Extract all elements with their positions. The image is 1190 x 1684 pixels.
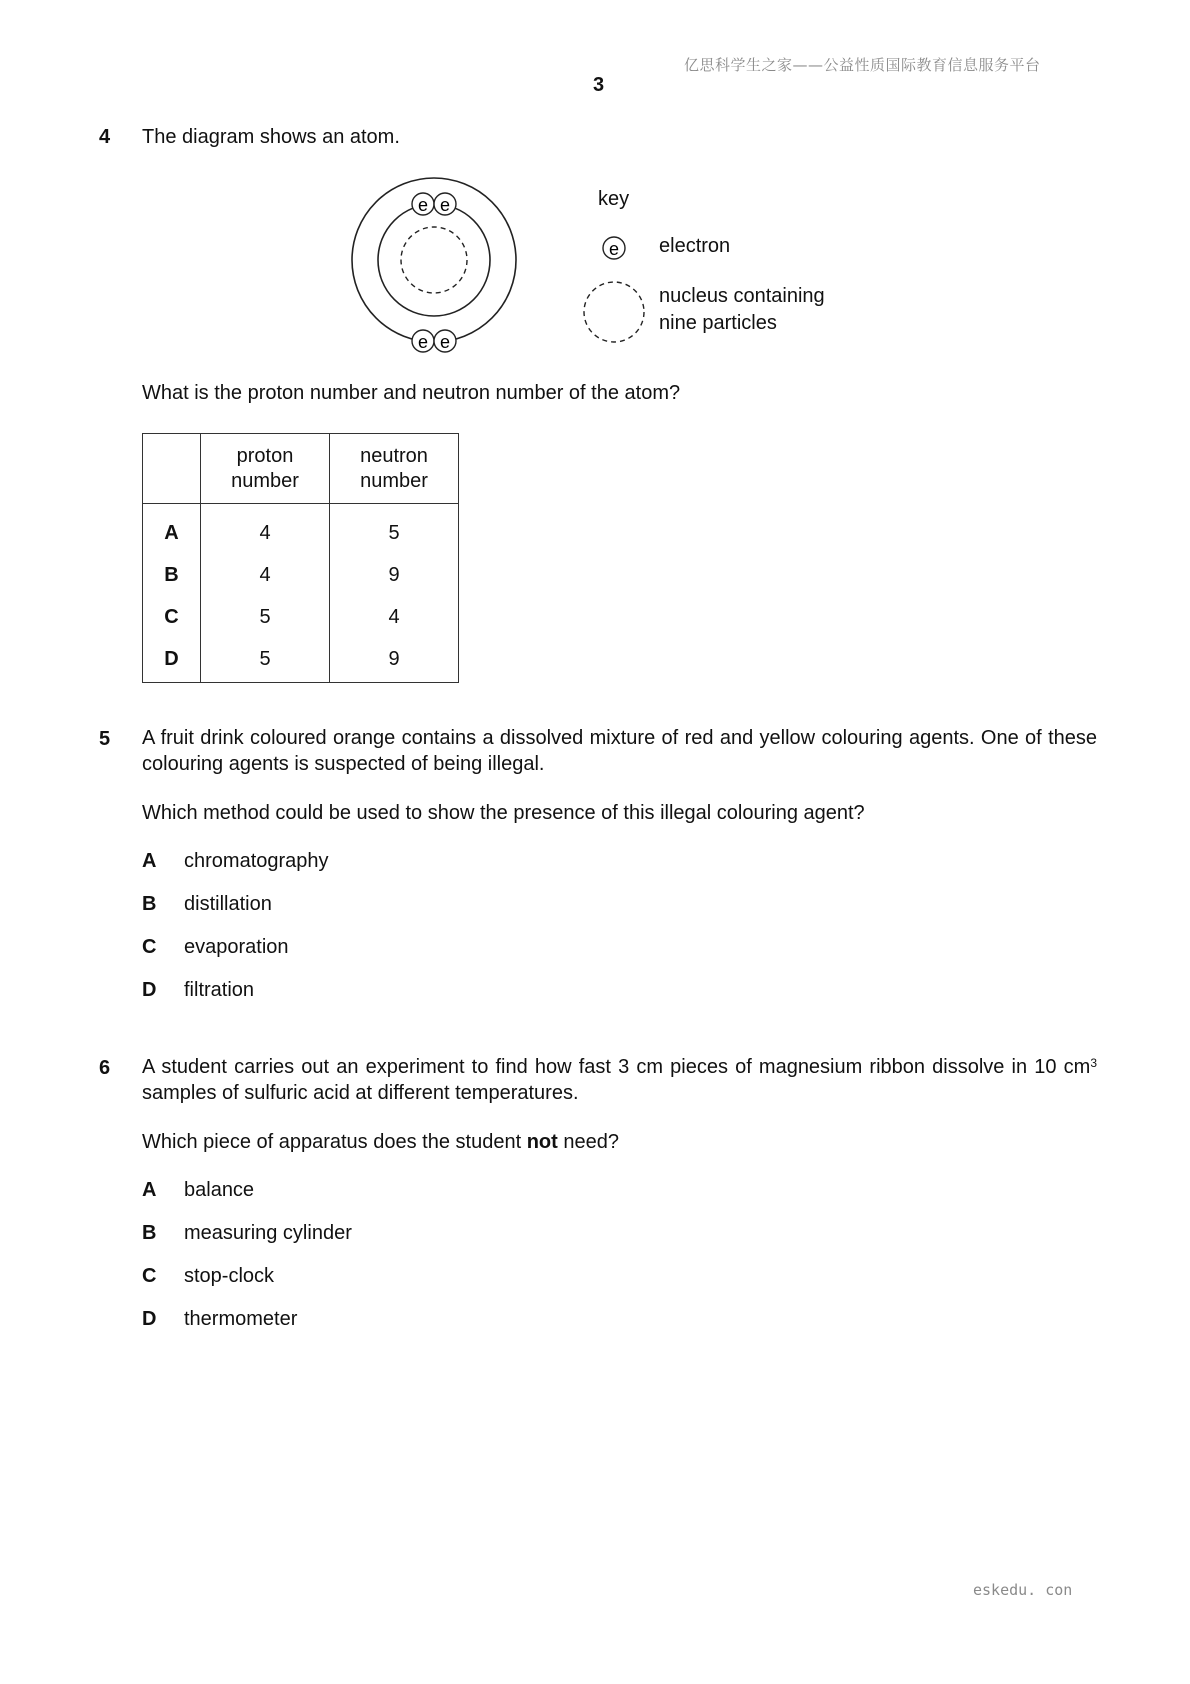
header-proton-line-1: proton [236, 444, 294, 467]
option-letter: A [142, 850, 157, 872]
row-neutron-number: 5 [330, 504, 459, 555]
electron-bottom-right [434, 330, 456, 352]
row-neutron-number: 4 [330, 596, 459, 638]
key-nucleus-line-2: nine particles [659, 312, 777, 334]
atom-diagram [348, 174, 528, 360]
option-text: thermometer [184, 1308, 298, 1330]
row-letter: B [143, 554, 201, 596]
question-6-stem [142, 1054, 1097, 1106]
row-neutron-number: 9 [330, 554, 459, 596]
question-6-option-d[interactable] [142, 1308, 297, 1331]
table-header-row [143, 434, 459, 504]
question-4-intro: The diagram shows an atom. [142, 126, 400, 148]
question-4-number: 4 [99, 126, 111, 148]
option-text: evaporation [184, 936, 289, 958]
key-title: key [598, 188, 630, 210]
option-letter: B [142, 893, 157, 915]
table-header-neutron [330, 434, 459, 504]
header-neutron-line-2: number [360, 469, 428, 492]
option-text: balance [184, 1179, 255, 1201]
table-row [143, 504, 459, 555]
option-text: stop-clock [184, 1265, 275, 1287]
question-6-prompt-emphasis: not [526, 1131, 558, 1153]
row-letter: A [143, 504, 201, 555]
electron-label: e [439, 332, 451, 352]
header-watermark: 亿思科学生之家——公益性质国际教育信息服务平台 [684, 56, 1041, 74]
question-5-stem: A fruit drink coloured orange contains a dissolved mixture of red and yellow colouring agents. One of these colouring agents is suspected of being illegal. [142, 727, 1097, 775]
page-number: 3 [593, 74, 605, 96]
footer-watermark: eskedu. con [973, 1581, 1073, 1599]
option-letter: B [142, 1222, 157, 1244]
question-4-prompt: What is the proton number and neutron number of the atom? [142, 382, 681, 404]
question-5-option-a[interactable] [142, 850, 329, 873]
table-row [143, 596, 459, 638]
option-text: filtration [184, 979, 255, 1001]
question-6-option-b[interactable] [142, 1222, 352, 1245]
option-letter: C [142, 1265, 157, 1287]
header-neutron-line-1: neutron [360, 444, 428, 467]
option-letter: A [142, 1179, 157, 1201]
question-6-option-a[interactable] [142, 1179, 254, 1202]
key-electron-icon [600, 234, 628, 262]
row-proton-number: 5 [201, 596, 330, 638]
electron-top-left [412, 193, 434, 215]
electron-label: e [439, 195, 451, 215]
row-proton-number: 4 [201, 504, 330, 555]
table-row [143, 638, 459, 683]
option-text: distillation [184, 893, 272, 915]
option-letter: C [142, 936, 157, 958]
question-6-stem-part-2: samples of sulfuric acid at different temperatures. [142, 1082, 579, 1104]
key-electron-label: electron [659, 235, 731, 257]
question-5-option-b[interactable] [142, 893, 272, 916]
key-nucleus-line-1: nucleus containing [659, 285, 825, 307]
row-letter: D [143, 638, 201, 683]
table-row [143, 554, 459, 596]
table-header-empty [143, 434, 201, 504]
question-5-number: 5 [99, 728, 111, 750]
question-6-option-c[interactable] [142, 1265, 274, 1288]
question-6-stem-part-1: A student carries out an experiment to find how fast 3 cm pieces of magnesium ribbon dissolve in 10 cm [142, 1056, 1091, 1078]
question-5-option-c[interactable] [142, 936, 289, 959]
option-text: measuring cylinder [184, 1222, 352, 1244]
question-6-number: 6 [99, 1057, 111, 1079]
question-6-prompt [142, 1129, 619, 1155]
electron-label: e [417, 195, 429, 215]
electron-top-right [434, 193, 456, 215]
header-proton-line-2: number [231, 469, 299, 492]
question-4-answer-table [142, 433, 459, 683]
option-text: chromatography [184, 850, 329, 872]
row-proton-number: 4 [201, 554, 330, 596]
key-nucleus-label [659, 283, 825, 337]
key-nucleus-icon [582, 281, 646, 345]
question-6-prompt-before: Which piece of apparatus does the student [142, 1131, 527, 1153]
option-letter: D [142, 979, 157, 1001]
nucleus [401, 227, 467, 293]
question-6-prompt-after: need? [557, 1131, 619, 1153]
electron-label: e [417, 332, 429, 352]
electron-bottom-left [412, 330, 434, 352]
question-5-prompt: Which method could be used to show the presence of this illegal colouring agent? [142, 802, 865, 824]
question-5-option-d[interactable] [142, 979, 254, 1002]
table-header-proton [201, 434, 330, 504]
option-letter: D [142, 1308, 157, 1330]
key-electron-symbol: e [608, 239, 620, 259]
row-proton-number: 5 [201, 638, 330, 683]
inner-electron-shell [378, 204, 490, 316]
question-6-stem-superscript: 3 [1090, 1056, 1097, 1070]
row-letter: C [143, 596, 201, 638]
row-neutron-number: 9 [330, 638, 459, 683]
